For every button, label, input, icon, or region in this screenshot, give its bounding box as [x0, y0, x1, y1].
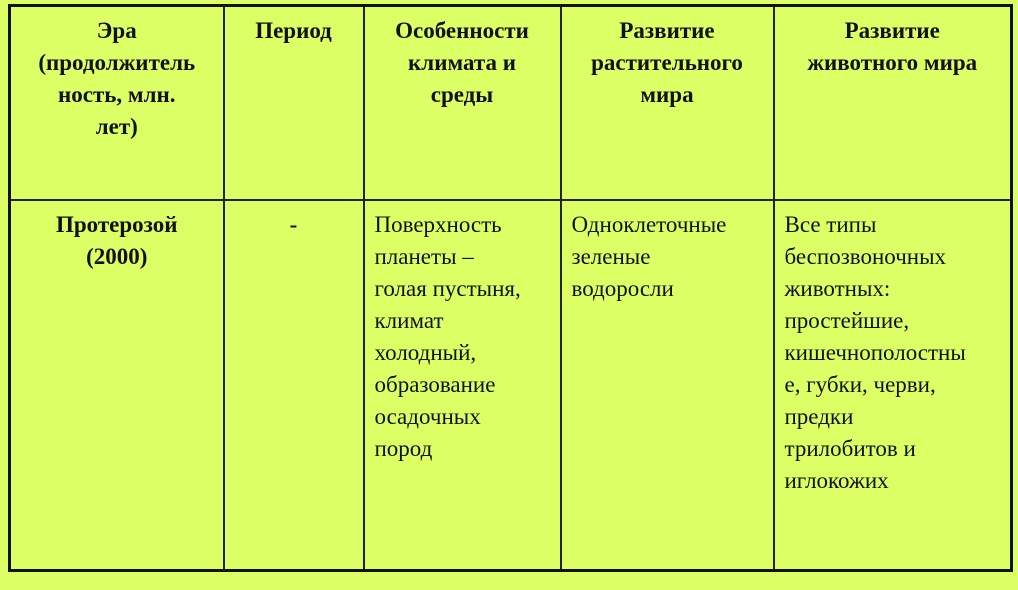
- header-period-label: Период: [255, 18, 332, 43]
- plants-description: Одноклеточные зеленые водоросли: [571, 212, 727, 301]
- table-row: [10, 200, 1012, 571]
- climate-description: Поверхность планеты – голая пустыня, климат холодный, образование осадочных пород: [374, 212, 521, 461]
- cell-period: [224, 200, 364, 571]
- cell-era: [10, 200, 224, 571]
- animals-description: Все типы беспозвоночных животных: простейшие, кишечнополостны е, губки, черви, предки трилобитов и иглокожих: [784, 212, 966, 493]
- header-era-label: Эра (продолжитель ность, млн. лет): [38, 18, 196, 139]
- header-period: [224, 6, 364, 201]
- table-header-row: [10, 6, 1012, 201]
- cell-plants: [561, 200, 774, 571]
- header-climate: [364, 6, 561, 201]
- era-name: Протерозой (2000): [55, 212, 178, 269]
- header-climate-label: Особенности климата и среды: [395, 18, 529, 107]
- header-era: [10, 6, 224, 201]
- header-plants-label: Развитие растительного мира: [591, 18, 743, 107]
- header-plants: [561, 6, 774, 201]
- cell-climate: [364, 200, 561, 571]
- cell-animals: [774, 200, 1012, 571]
- header-animals-label: Развитие животного мира: [807, 18, 978, 75]
- period-value: -: [289, 212, 298, 237]
- geologic-era-table: [8, 4, 1013, 572]
- header-animals: [774, 6, 1012, 201]
